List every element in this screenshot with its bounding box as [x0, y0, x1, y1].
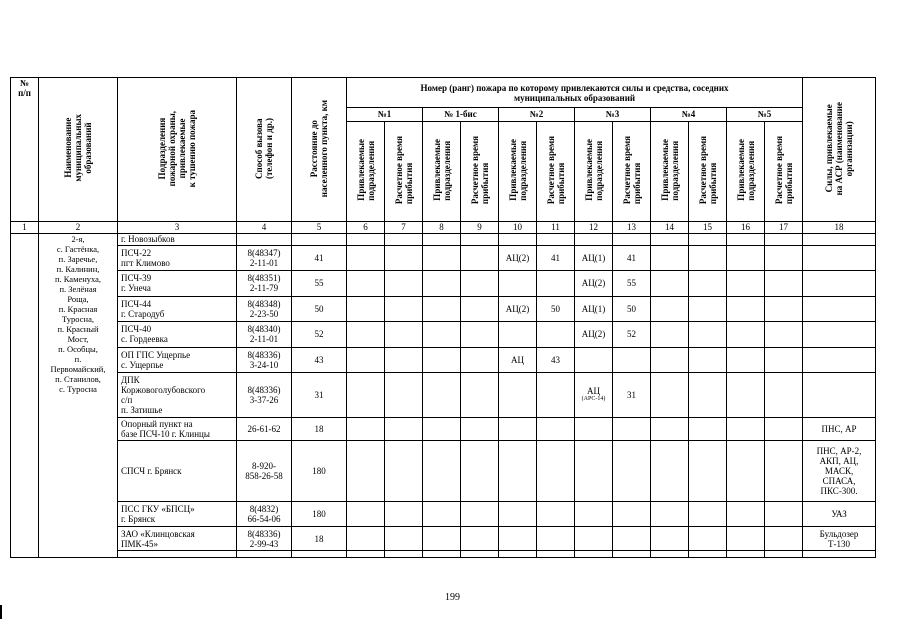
asr-forces [803, 245, 876, 270]
distance-km: 18 [292, 417, 347, 441]
empty-cell [347, 527, 385, 551]
call-phone: 8(48336) 3-24-10 [237, 347, 292, 372]
header-distance: Расстояние до населенного пункта, км [292, 78, 347, 222]
distance-km: 180 [292, 441, 347, 502]
empty-cell [651, 441, 689, 502]
empty-cell [347, 551, 385, 558]
rank3-units-text: АЦ(1) [581, 303, 606, 314]
sub-units-4: Привлекаемые подразделения [651, 121, 689, 221]
rank3-units [575, 417, 613, 441]
rank3-units-text: АЦ [587, 386, 600, 397]
column-number: 11 [537, 221, 575, 233]
empty-cell [689, 321, 727, 347]
sub-units-1bis: Привлекаемые подразделения [423, 121, 461, 221]
empty-cell [575, 233, 613, 245]
rank3-units [575, 245, 613, 270]
empty-cell [461, 245, 499, 270]
asr-forces: Бульдозер Т-130 [803, 527, 876, 551]
empty-cell [537, 551, 575, 558]
page-number: 199 [445, 592, 460, 603]
empty-cell [651, 296, 689, 321]
empty-cell [765, 321, 803, 347]
empty-cell [765, 502, 803, 527]
column-number: 9 [461, 221, 499, 233]
empty-cell [461, 551, 499, 558]
header-num: № п/п [11, 78, 39, 222]
rank2-time [537, 372, 575, 417]
table-row [11, 321, 876, 347]
column-number: 7 [385, 221, 423, 233]
empty-cell [499, 233, 537, 245]
distance-km: 41 [292, 245, 347, 270]
rank2-units [499, 527, 537, 551]
empty-cell [727, 321, 765, 347]
header-call-method: Способ вызова (телефон и др.) [237, 78, 292, 222]
rank2-units [499, 321, 537, 347]
empty-cell [651, 347, 689, 372]
empty-cell [423, 321, 461, 347]
rank3-time: 41 [613, 245, 651, 270]
empty-cell [689, 233, 727, 245]
fire-unit-name: ЗАО «Клинцовская ПМК-45» [118, 527, 237, 551]
empty-cell [461, 441, 499, 502]
call-phone: 8(4832) 66-54-06 [237, 502, 292, 527]
fire-unit-name: ОП ГПС Ущерпье с. Ущерпье [118, 347, 237, 372]
rank3-time: 50 [613, 296, 651, 321]
empty-cell [727, 551, 765, 558]
empty-cell [499, 551, 537, 558]
empty-cell [385, 551, 423, 558]
empty-cell [689, 551, 727, 558]
rank2-units: АЦ(2) [499, 296, 537, 321]
empty-cell [385, 270, 423, 296]
sub-time-2: Расчетное время прибытия [537, 121, 575, 221]
distance-km: 52 [292, 321, 347, 347]
empty-cell [689, 502, 727, 527]
call-phone: 8(48336) 3-37-26 [237, 372, 292, 417]
column-number: 17 [765, 221, 803, 233]
empty-cell [423, 417, 461, 441]
empty-cell [461, 372, 499, 417]
sub-units-2: Привлекаемые подразделения [499, 121, 537, 221]
rank3-time [613, 347, 651, 372]
call-phone: 8(48347) 2-11-01 [237, 245, 292, 270]
empty-cell [292, 233, 347, 245]
table-row [11, 296, 876, 321]
empty-cell [727, 245, 765, 270]
empty-cell [461, 233, 499, 245]
empty-cell [651, 233, 689, 245]
rank-4: №4 [651, 108, 727, 121]
empty-cell [689, 527, 727, 551]
sub-time-3: Расчетное время прибытия [613, 121, 651, 221]
column-number: 5 [292, 221, 347, 233]
empty-cell [347, 296, 385, 321]
rank3-units-text: АЦ(2) [581, 278, 606, 289]
table-row [11, 245, 876, 270]
rank3-units [575, 296, 613, 321]
empty-cell [765, 233, 803, 245]
rank-5: №5 [727, 108, 803, 121]
empty-cell [385, 233, 423, 245]
empty-cell [613, 551, 651, 558]
sub-time-4: Расчетное время прибытия [689, 121, 727, 221]
rank2-units [499, 372, 537, 417]
call-phone: 8(48351) 2-11-79 [237, 270, 292, 296]
empty-cell [727, 347, 765, 372]
rank-2: №2 [499, 108, 575, 121]
column-number: 14 [651, 221, 689, 233]
empty-cell [765, 372, 803, 417]
empty-cell [423, 551, 461, 558]
fire-unit-name: Опорный пункт на базе ПСЧ-10 г. Клинцы [118, 417, 237, 441]
empty-cell [651, 551, 689, 558]
column-number: 18 [803, 221, 876, 233]
sub-units-5: Привлекаемые подразделения [727, 121, 765, 221]
empty-cell [461, 502, 499, 527]
rank2-units [499, 502, 537, 527]
column-number: 4 [237, 221, 292, 233]
column-number: 16 [727, 221, 765, 233]
empty-cell [689, 372, 727, 417]
empty-cell [651, 270, 689, 296]
empty-cell [461, 321, 499, 347]
empty-cell [765, 441, 803, 502]
header-municipality: Наименование муниципальных образований [39, 78, 118, 222]
asr-forces [803, 296, 876, 321]
empty-cell [765, 551, 803, 558]
rank3-units-text: АЦ(2) [581, 329, 606, 340]
rank2-units [499, 270, 537, 296]
distance-km: 50 [292, 296, 347, 321]
rank3-time [613, 441, 651, 502]
empty-cell [461, 347, 499, 372]
table-row [11, 270, 876, 296]
call-phone: 26-61-62 [237, 417, 292, 441]
empty-cell [385, 296, 423, 321]
empty-cell [537, 233, 575, 245]
empty-cell [727, 270, 765, 296]
table-row [11, 417, 876, 441]
column-number: 12 [575, 221, 613, 233]
rank3-units [575, 502, 613, 527]
rank2-time [537, 270, 575, 296]
rank2-units: АЦ [499, 347, 537, 372]
sub-time-1: Расчетное время прибытия [385, 121, 423, 221]
empty-cell [689, 347, 727, 372]
column-number: 1 [11, 221, 39, 233]
rank3-units [575, 321, 613, 347]
header-rank-group: Номер (ранг) пожара по которому привлекаются силы и средства, соседних муниципальных образований [347, 78, 803, 108]
empty-cell [347, 502, 385, 527]
empty-cell [423, 245, 461, 270]
empty-cell [347, 441, 385, 502]
rank3-time [613, 502, 651, 527]
empty-cell [423, 296, 461, 321]
column-number: 10 [499, 221, 537, 233]
rank2-time [537, 527, 575, 551]
column-number: 13 [613, 221, 651, 233]
empty-cell [803, 551, 876, 558]
distance-km: 31 [292, 372, 347, 417]
empty-cell [689, 441, 727, 502]
fire-unit-name: ПСС ГКУ «БПСЦ» г. Брянск [118, 502, 237, 527]
empty-cell [461, 270, 499, 296]
empty-cell [651, 417, 689, 441]
column-number: 8 [423, 221, 461, 233]
rank-1-bis: № 1-бис [423, 108, 499, 121]
rank2-time [537, 441, 575, 502]
empty-cell [118, 551, 237, 558]
empty-cell [385, 347, 423, 372]
empty-cell [765, 417, 803, 441]
fire-unit-name: ПСЧ-44 г. Стародуб [118, 296, 237, 321]
empty-cell [423, 372, 461, 417]
asr-forces [803, 347, 876, 372]
rank2-time [537, 502, 575, 527]
empty-cell [765, 527, 803, 551]
empty-cell [727, 502, 765, 527]
empty-cell [689, 270, 727, 296]
column-number: 15 [689, 221, 727, 233]
empty-cell [347, 372, 385, 417]
empty-cell [765, 245, 803, 270]
asr-forces: ПНС, АР [803, 417, 876, 441]
rank2-time: 50 [537, 296, 575, 321]
table-row [11, 441, 876, 502]
empty-cell [347, 233, 385, 245]
empty-cell [727, 372, 765, 417]
empty-cell [651, 372, 689, 417]
table-row [11, 233, 876, 245]
rank2-time [537, 417, 575, 441]
distance-km: 55 [292, 270, 347, 296]
call-phone: 8(48340) 2-11-01 [237, 321, 292, 347]
asr-forces [803, 270, 876, 296]
column-number: 2 [39, 221, 118, 233]
fire-unit-name: СПСЧ г. Брянск [118, 441, 237, 502]
table-row [11, 502, 876, 527]
asr-forces [803, 321, 876, 347]
empty-cell [575, 551, 613, 558]
empty-cell [423, 502, 461, 527]
empty-cell [347, 417, 385, 441]
empty-cell [727, 441, 765, 502]
fire-unit-name: ДПК Коржовоголубовского с/п п. Затишье [118, 372, 237, 417]
header-asr-forces: Силы, привлекаемые на АСР (наименование организации) [803, 78, 876, 222]
empty-cell [385, 441, 423, 502]
sub-units-3: Привлекаемые подразделения [575, 121, 613, 221]
call-phone: 8(48348) 2-23-50 [237, 296, 292, 321]
rank3-units [575, 441, 613, 502]
empty-cell [385, 417, 423, 441]
sub-units-1: Привлекаемые подразделения [347, 121, 385, 221]
call-phone: 8-920- 858-26-58 [237, 441, 292, 502]
empty-cell [461, 417, 499, 441]
empty-cell [803, 233, 876, 245]
asr-forces: ПНС, АР-2, АКП, АЦ, МАСК, СПАСА, ПКС-300. [803, 441, 876, 502]
rank2-time [537, 321, 575, 347]
rank3-time [613, 527, 651, 551]
empty-cell [423, 270, 461, 296]
empty-cell [347, 245, 385, 270]
distance-km: 180 [292, 502, 347, 527]
asr-forces [803, 372, 876, 417]
empty-cell [347, 270, 385, 296]
column-number: 6 [347, 221, 385, 233]
city-name: г. Новозыбков [118, 233, 237, 245]
rank3-units [575, 270, 613, 296]
empty-cell [651, 527, 689, 551]
table-row [11, 347, 876, 372]
empty-cell [385, 245, 423, 270]
empty-cell [385, 527, 423, 551]
table-row [11, 527, 876, 551]
empty-cell [651, 321, 689, 347]
rank3-units-note: (АРС-14) [581, 396, 606, 403]
rank3-units-text: АЦ(1) [581, 252, 606, 263]
header-fire-units: Подразделения пожарной охраны, привлекаемые к тушению пожара [118, 78, 237, 222]
empty-cell [689, 417, 727, 441]
empty-cell [385, 321, 423, 347]
fire-unit-name: ПСЧ-22 пгт Климово [118, 245, 237, 270]
empty-cell [651, 502, 689, 527]
rank-1: №1 [347, 108, 423, 121]
empty-cell [727, 527, 765, 551]
rank-3: №3 [575, 108, 651, 121]
sub-time-1bis: Расчетное время прибытия [461, 121, 499, 221]
sub-time-5: Расчетное время прибытия [765, 121, 803, 221]
empty-cell [651, 245, 689, 270]
empty-cell [347, 347, 385, 372]
table-row [11, 551, 876, 558]
empty-cell [689, 296, 727, 321]
empty-cell [347, 321, 385, 347]
rank3-units [575, 347, 613, 372]
empty-cell [423, 347, 461, 372]
fire-resources-table [10, 77, 876, 558]
fire-unit-name: ПСЧ-39 г. Унеча [118, 270, 237, 296]
rank3-time: 52 [613, 321, 651, 347]
empty-cell [765, 296, 803, 321]
rank2-time: 41 [537, 245, 575, 270]
rank3-time [613, 417, 651, 441]
empty-cell [461, 527, 499, 551]
call-phone: 8(48336) 2-99-43 [237, 527, 292, 551]
rank3-time: 55 [613, 270, 651, 296]
empty-cell [613, 233, 651, 245]
distance-km: 43 [292, 347, 347, 372]
rank2-units [499, 441, 537, 502]
distance-km: 18 [292, 527, 347, 551]
empty-cell [237, 551, 292, 558]
empty-cell [385, 502, 423, 527]
rank3-time: 31 [613, 372, 651, 417]
empty-cell [423, 441, 461, 502]
empty-cell [237, 233, 292, 245]
empty-cell [461, 296, 499, 321]
empty-cell [385, 372, 423, 417]
asr-forces: УАЗ [803, 502, 876, 527]
rank3-units [575, 527, 613, 551]
column-number: 3 [118, 221, 237, 233]
margin-mark [0, 605, 2, 619]
empty-cell [765, 270, 803, 296]
empty-cell [765, 347, 803, 372]
rank3-units [575, 372, 613, 417]
empty-cell [423, 527, 461, 551]
table-row [11, 372, 876, 417]
fire-unit-name: ПСЧ-40 с. Гордеевка [118, 321, 237, 347]
rank2-units: АЦ(2) [499, 245, 537, 270]
row-number [11, 233, 39, 557]
municipality-list: 2-я, с. Гастёнка, п. Заречье, п. Калинин, п. Каменуха, п. Зелёная Роща, п. Красная Туросна, п. Красный Мост, п. Особцы, п. Первомайский, п. Станилов, с. Туросна [39, 233, 118, 557]
rank2-units [499, 417, 537, 441]
empty-cell [689, 245, 727, 270]
empty-cell [292, 551, 347, 558]
rank2-time: 43 [537, 347, 575, 372]
empty-cell [727, 417, 765, 441]
empty-cell [727, 296, 765, 321]
empty-cell [423, 233, 461, 245]
empty-cell [727, 233, 765, 245]
